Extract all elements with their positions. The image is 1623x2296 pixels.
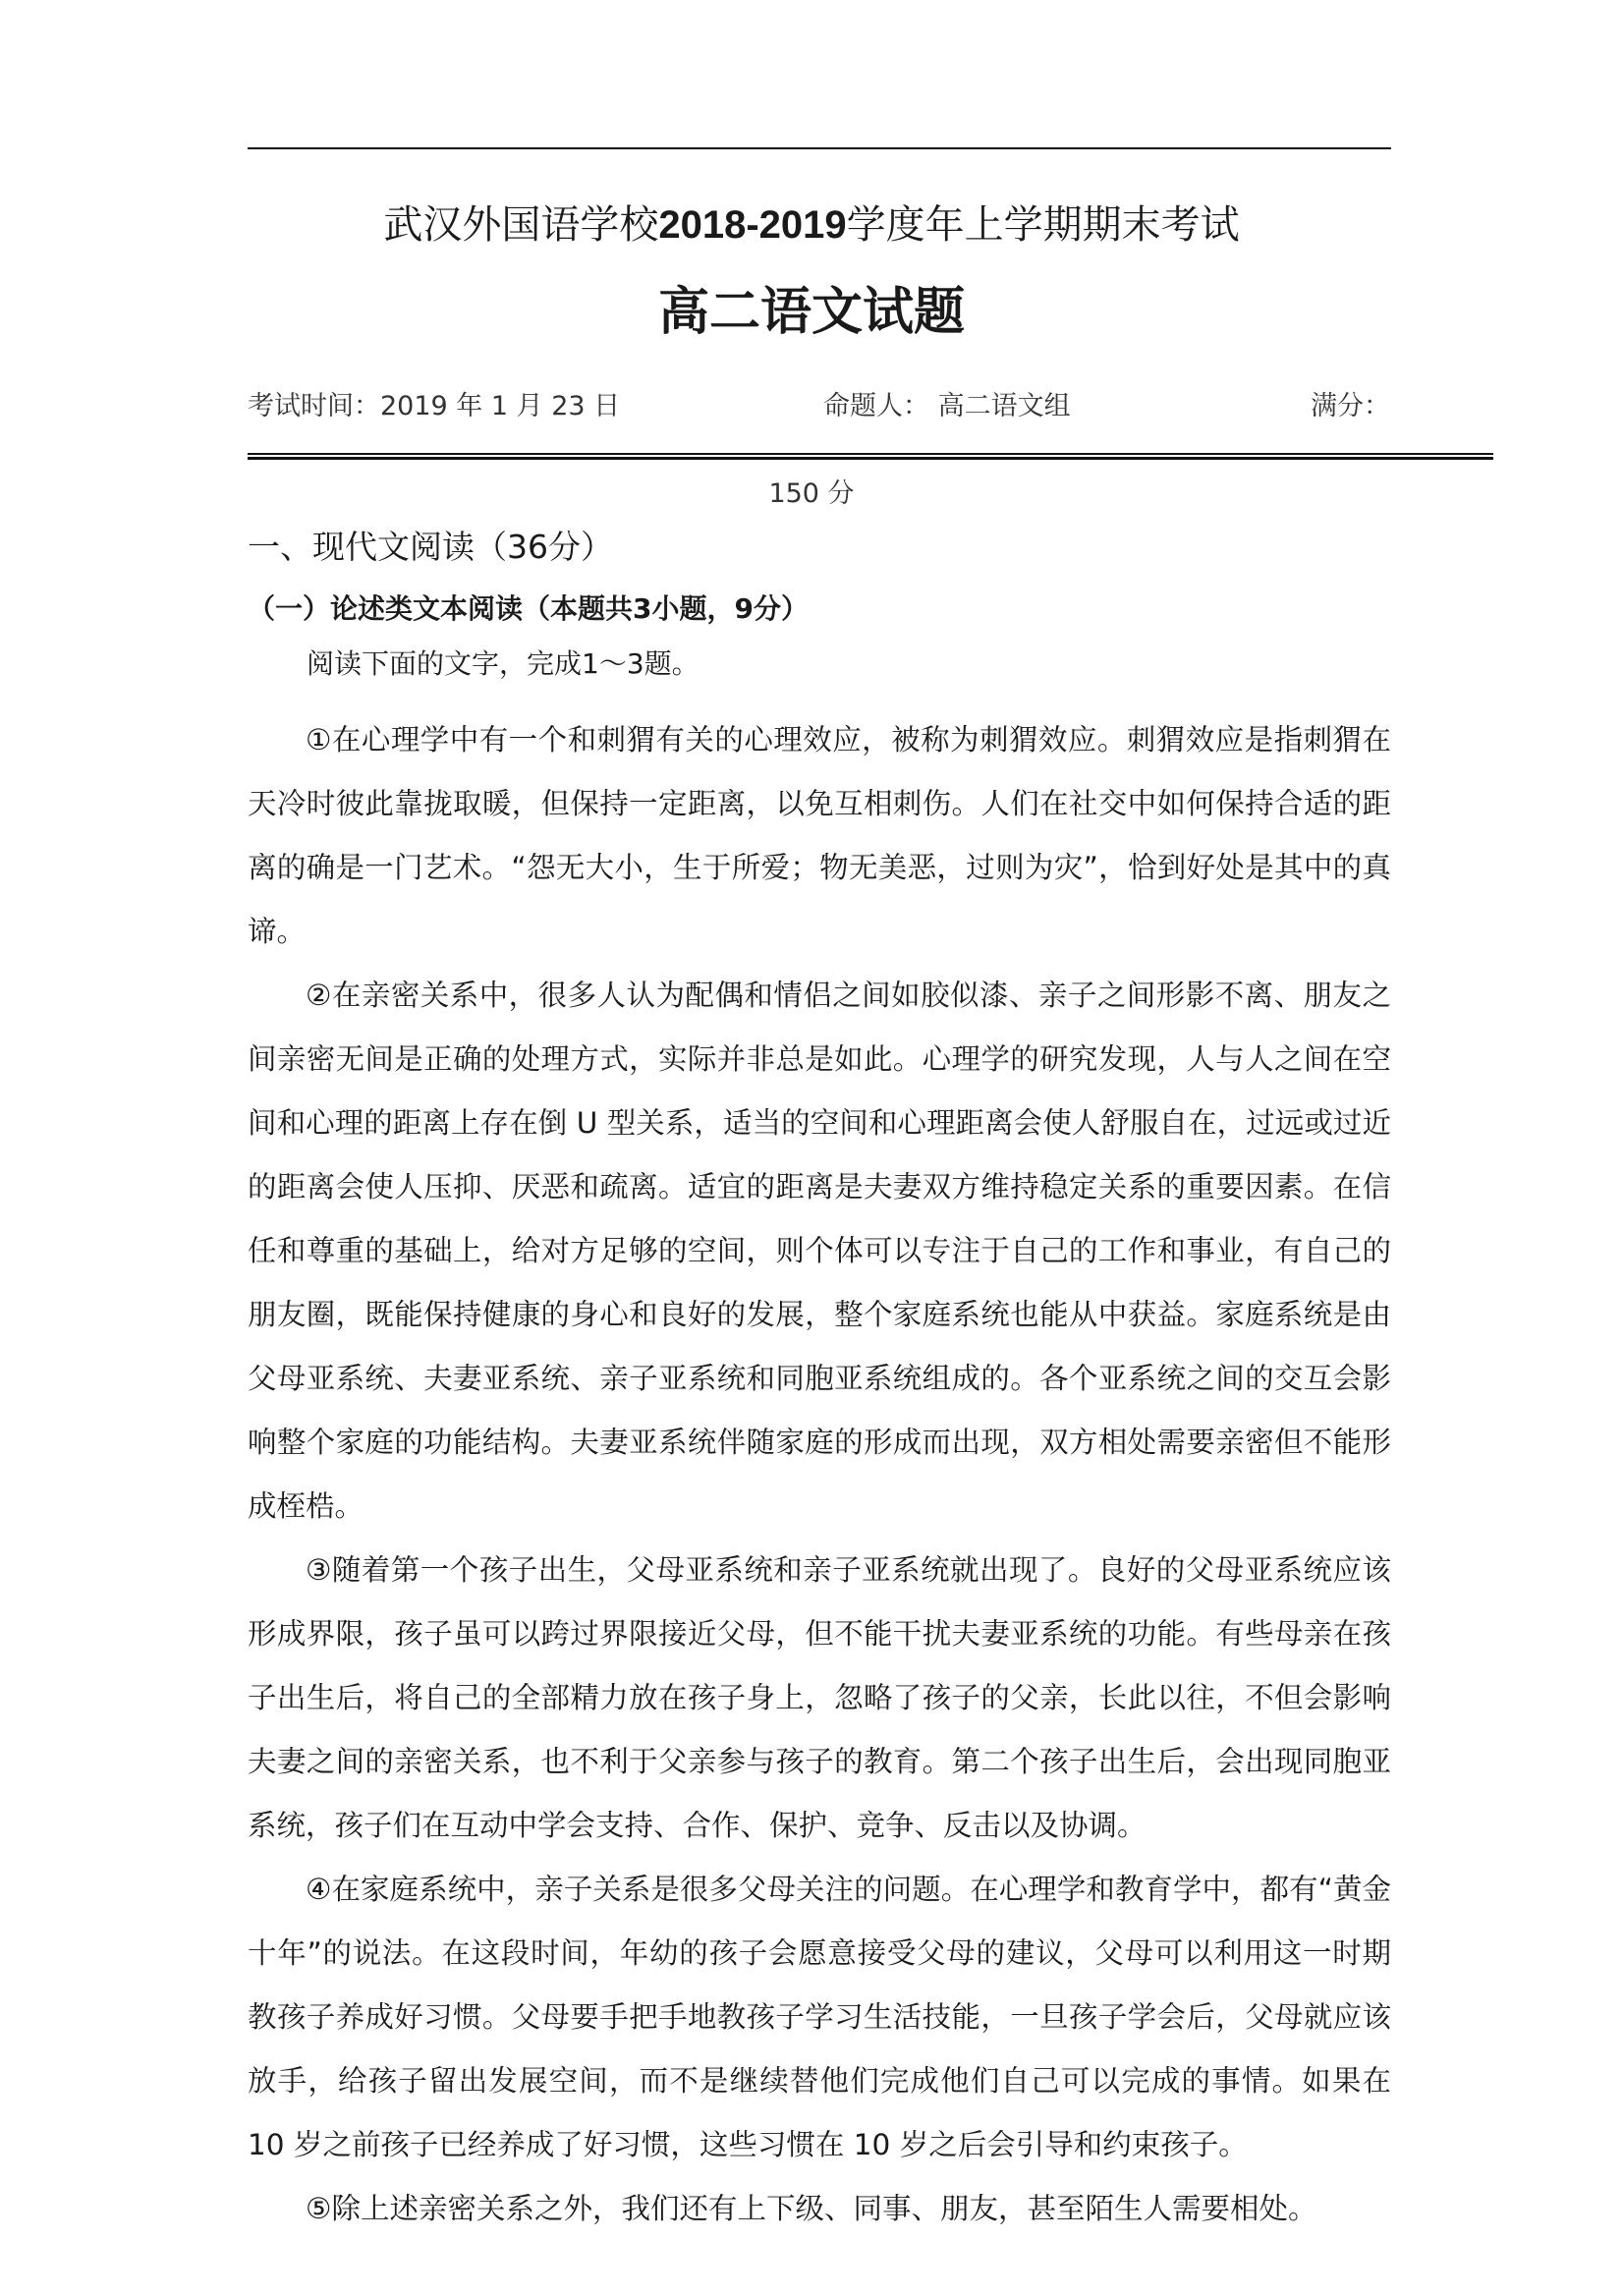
paragraph-number: ② (306, 979, 332, 1012)
exam-term: 学度年上学期期末考试 (846, 202, 1240, 248)
school-exam-title (0, 199, 1623, 251)
paragraph-number: ① (306, 723, 332, 756)
paragraph-text: 除上述亲密关系之外，我们还有上下级、同事、朋友，甚至陌生人需要相处。 (331, 2192, 1317, 2225)
full-score-value: 150 分 (768, 478, 855, 509)
paragraph-3 (248, 1539, 1391, 1858)
reading-passage (248, 708, 1391, 2241)
paragraph-2 (248, 964, 1391, 1539)
full-score-label: 满分： (1311, 391, 1390, 421)
exam-author: 命题人： 高二语文组 (823, 391, 1071, 421)
top-rule (248, 147, 1391, 149)
reading-instruction: 阅读下面的文字，完成1～3题。 (307, 647, 700, 680)
subsection-heading: （一）论述类文本阅读（本题共3小题，9分） (248, 592, 809, 625)
exam-subject-title: 高二语文试题 (657, 283, 965, 342)
paragraph-number: ④ (306, 1873, 332, 1906)
school-year: 2018-2019 (658, 203, 847, 247)
paragraph-1 (248, 708, 1391, 964)
paragraph-text: 在亲密关系中，很多人认为配偶和情侣之间如胶似漆、亲子之间形影不离、朋友之间亲密无间是正确的处理方式，实际并非总是如此。心理学的研究发现，人与人之间在空间和心理的距离上存在倒 U 型关系，适当的空间和心理距离会使人舒服自在，过远或过近的距离会使人压抑、厌恶和疏离。适宜的距离是夫妻双方维持稳定关系的重要因素。在信任和尊重的基础上，给对方足够的空间，则个体可以专注于自己的工作和事业，有自己的朋友圈，既能保持健康的身心和良好的发展，整个家庭系统也能从中获益。家庭系统是由父母亚系统、夫妻亚系统、亲子亚系统和同胞亚系统组成的。各个亚系统之间的交互会影响整个家庭的功能结构。夫妻亚系统伴随家庭的形成而出现，双方相处需要亲密但不能形成桎梏。 (248, 979, 1391, 1523)
paragraph-text: 随着第一个孩子出生，父母亚系统和亲子亚系统就出现了。良好的父母亚系统应该形成界限，孩子虽可以跨过界限接近父母，但不能干扰夫妻亚系统的功能。有些母亲在孩子出生后，将自己的全部精力放在孩子身上，忽略了孩子的父亲，长此以往，不但会影响夫妻之间的亲密关系，也不利于父亲参与孩子的教育。第二个孩子出生后，会出现同胞亚系统，孩子们在互动中学会支持、合作、保护、竞争、反击以及协调。 (248, 1553, 1391, 1842)
paragraph-number: ③ (306, 1553, 332, 1587)
paragraph-4 (248, 1858, 1391, 2177)
header-double-rule (248, 453, 1493, 460)
exam-time: 考试时间：2019 年 1 月 23 日 (248, 391, 621, 421)
paragraph-text: 在心理学中有一个和刺猬有关的心理效应，被称为刺猬效应。刺猬效应是指刺猬在天冷时彼此靠拢取暖，但保持一定距离，以免互相刺伤。人们在社交中如何保持合适的距离的确是一门艺术。“怨无大小，生于所爱；物无美恶，过则为灾”，恰到好处是其中的真谛。 (248, 723, 1391, 948)
school-name: 武汉外国语学校 (383, 202, 659, 248)
paragraph-text: 在家庭系统中，亲子关系是很多父母关注的问题。在心理学和教育学中，都有“黄金十年”的说法。在这段时间，年幼的孩子会愿意接受父母的建议，父母可以利用这一时期教孩子养成好习惯。父母要手把手地教孩子学习生活技能，一旦孩子学会后，父母就应该放手，给孩子留出发展空间，而不是继续替他们完成他们自己可以完成的事情。如果在 10 岁之前孩子已经养成了好习惯，这些习惯在 10 岁之后会引导和约束孩子。 (248, 1873, 1391, 2161)
paragraph-number: ⑤ (306, 2192, 332, 2225)
section-heading: 一、现代文阅读（36分） (248, 528, 613, 566)
paragraph-5 (248, 2177, 1391, 2241)
